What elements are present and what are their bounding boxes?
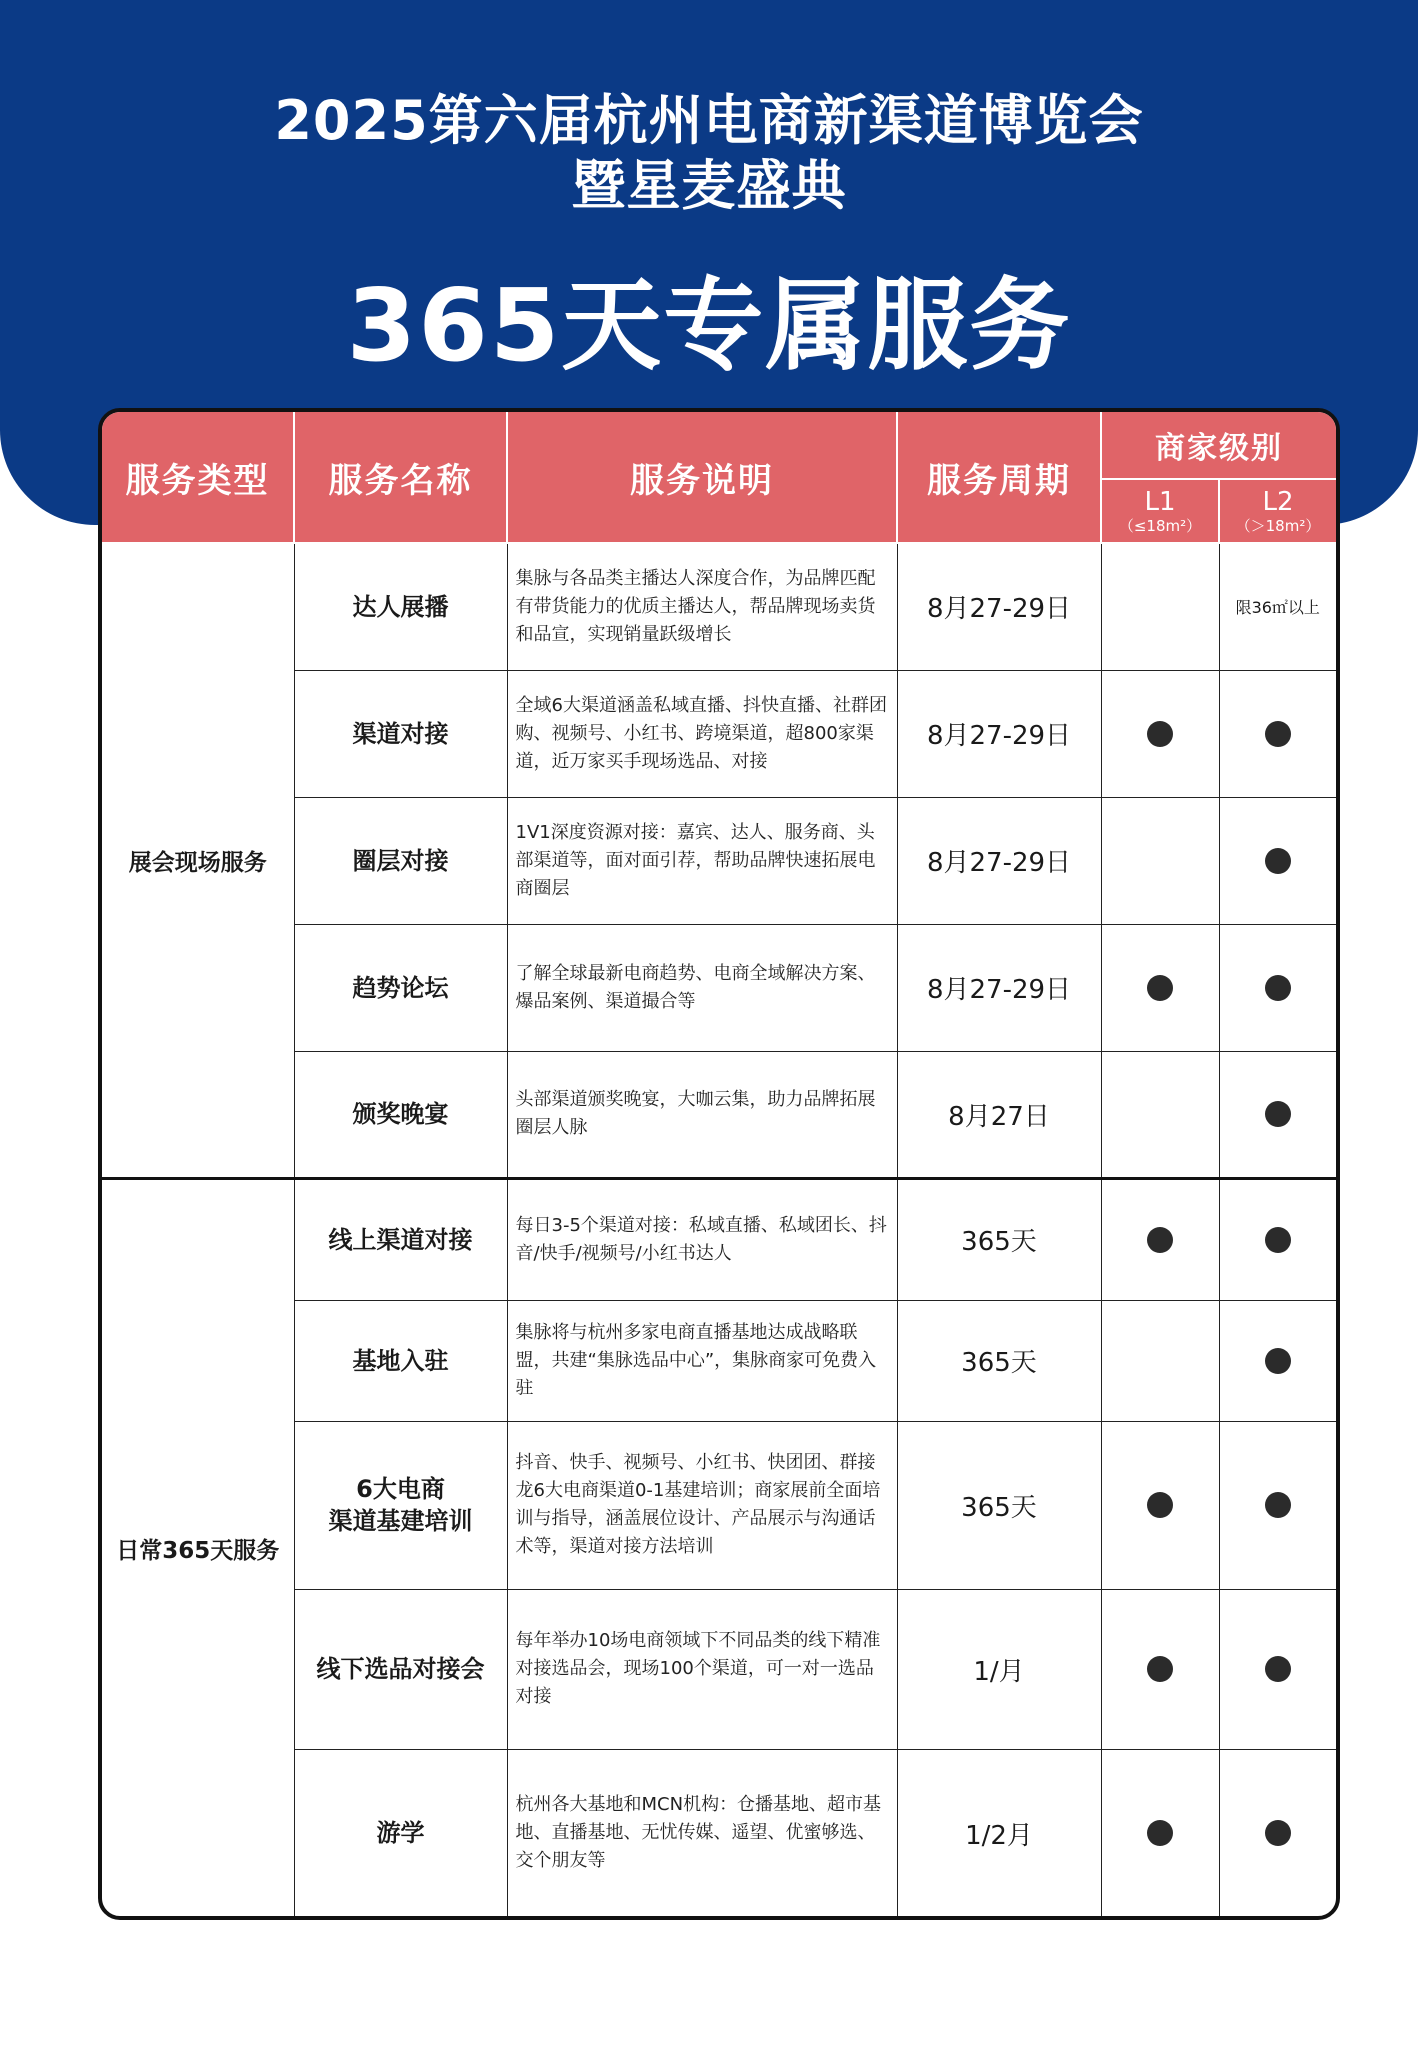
- event-title-line2: 暨星麦盛典: [571, 154, 847, 217]
- l2-cell: [1219, 1749, 1336, 1917]
- service-name: [294, 1421, 507, 1589]
- service-desc: 全域6大渠道涵盖私域直播、抖快直播、社群团购、视频号、小红书、跨境渠道，超800家渠道，近万家买手现场选品、对接: [507, 670, 897, 797]
- service-period: 1/月: [897, 1589, 1101, 1749]
- service-desc: 头部渠道颁奖晚宴，大咖云集，助力品牌拓展圈层人脉: [507, 1051, 897, 1178]
- service-name: 颁奖晚宴: [294, 1051, 507, 1178]
- service-name: 趋势论坛: [294, 924, 507, 1051]
- table-row: [102, 543, 1336, 670]
- col-header-l1: [1101, 479, 1219, 543]
- l2-note: 限36㎡以上: [1219, 543, 1336, 670]
- included-dot-icon: [1147, 1656, 1173, 1682]
- service-desc: 杭州各大基地和MCN机构：仓播基地、超市基地、直播基地、无忧传媒、遥望、优蜜够选、交个朋友等: [507, 1749, 897, 1917]
- l2-cell: [1219, 797, 1336, 924]
- col-header-period: 服务周期: [897, 412, 1101, 543]
- col-header-l2: [1219, 479, 1336, 543]
- service-desc: 每年举办10场电商领域下不同品类的线下精准对接选品会，现场100个渠道，可一对一选品对接: [507, 1589, 897, 1749]
- service-period: 365天: [897, 1178, 1101, 1300]
- service-type-daily: 日常365天服务: [102, 1178, 294, 1917]
- l2-size: （＞18m²）: [1235, 517, 1321, 535]
- included-dot-icon: [1265, 721, 1291, 747]
- l2-cell: [1219, 1421, 1336, 1589]
- service-type-onsite: 展会现场服务: [102, 543, 294, 1178]
- service-desc: 抖音、快手、视频号、小红书、快团团、群接龙6大电商渠道0-1基建培训；商家展前全面培训与指导，涵盖展位设计、产品展示与沟通话术等，渠道对接方法培训: [507, 1421, 897, 1589]
- l1-size: （≤18m²）: [1118, 517, 1202, 535]
- service-period: 8月27日: [897, 1051, 1101, 1178]
- included-dot-icon: [1265, 848, 1291, 874]
- included-dot-icon: [1147, 975, 1173, 1001]
- l1-cell: [1101, 1178, 1219, 1300]
- service-name: 线上渠道对接: [294, 1178, 507, 1300]
- included-dot-icon: [1265, 975, 1291, 1001]
- included-dot-icon: [1147, 1492, 1173, 1518]
- included-dot-icon: [1265, 1820, 1291, 1846]
- l1-cell: [1101, 1421, 1219, 1589]
- service-period: 8月27-29日: [897, 670, 1101, 797]
- col-header-name: 服务名称: [294, 412, 507, 543]
- l1-cell: [1101, 670, 1219, 797]
- l1-cell: [1101, 797, 1219, 924]
- l1-cell: [1101, 543, 1219, 670]
- l1-cell: [1101, 1300, 1219, 1421]
- service-period: 365天: [897, 1300, 1101, 1421]
- event-title-line1: 2025第六届杭州电商新渠道博览会: [274, 89, 1144, 152]
- included-dot-icon: [1265, 1348, 1291, 1374]
- table-row: [102, 1178, 1336, 1300]
- l2-cell: [1219, 1300, 1336, 1421]
- service-period: 365天: [897, 1421, 1101, 1589]
- included-dot-icon: [1265, 1492, 1291, 1518]
- service-desc: 集脉将与杭州多家电商直播基地达成战略联盟，共建“集脉选品中心”，集脉商家可免费入驻: [507, 1300, 897, 1421]
- service-desc: 了解全球最新电商趋势、电商全域解决方案、爆品案例、渠道撮合等: [507, 924, 897, 1051]
- service-period: 8月27-29日: [897, 543, 1101, 670]
- l2-cell: [1219, 670, 1336, 797]
- included-dot-icon: [1147, 1820, 1173, 1846]
- l2-cell: [1219, 1051, 1336, 1178]
- col-header-level: 商家级别: [1101, 412, 1336, 479]
- main-title: 365天专属服务: [346, 267, 1072, 384]
- included-dot-icon: [1147, 1227, 1173, 1253]
- l1-cell: [1101, 924, 1219, 1051]
- col-header-desc: 服务说明: [507, 412, 897, 543]
- service-name: 渠道对接: [294, 670, 507, 797]
- service-period: 8月27-29日: [897, 797, 1101, 924]
- service-name: 线下选品对接会: [294, 1589, 507, 1749]
- included-dot-icon: [1265, 1656, 1291, 1682]
- l1-cell: [1101, 1051, 1219, 1178]
- included-dot-icon: [1265, 1101, 1291, 1127]
- l1-cell: [1101, 1749, 1219, 1917]
- service-name-line1: 6大电商: [356, 1475, 445, 1503]
- l2-cell: [1219, 924, 1336, 1051]
- l2-cell: [1219, 1589, 1336, 1749]
- l2-label: L2: [1262, 487, 1294, 517]
- service-period: 1/2月: [897, 1749, 1101, 1917]
- service-desc: 1V1深度资源对接：嘉宾、达人、服务商、头部渠道等，面对面引荐，帮助品牌快速拓展电商圈层: [507, 797, 897, 924]
- service-desc: 集脉与各品类主播达人深度合作，为品牌匹配有带货能力的优质主播达人，帮品牌现场卖货和品宣，实现销量跃级增长: [507, 543, 897, 670]
- l1-cell: [1101, 1589, 1219, 1749]
- service-period: 8月27-29日: [897, 924, 1101, 1051]
- l2-cell: [1219, 1178, 1336, 1300]
- service-name-line2: 渠道基建培训: [328, 1507, 473, 1535]
- included-dot-icon: [1147, 721, 1173, 747]
- service-name: 达人展播: [294, 543, 507, 670]
- l1-label: L1: [1144, 487, 1176, 517]
- service-table: [98, 408, 1340, 1920]
- col-header-type: 服务类型: [102, 412, 294, 543]
- service-name: 圈层对接: [294, 797, 507, 924]
- service-desc: 每日3-5个渠道对接：私域直播、私域团长、抖音/快手/视频号/小红书达人: [507, 1178, 897, 1300]
- table-header-row: [102, 412, 1336, 479]
- service-name: 游学: [294, 1749, 507, 1917]
- included-dot-icon: [1265, 1227, 1291, 1253]
- service-name: 基地入驻: [294, 1300, 507, 1421]
